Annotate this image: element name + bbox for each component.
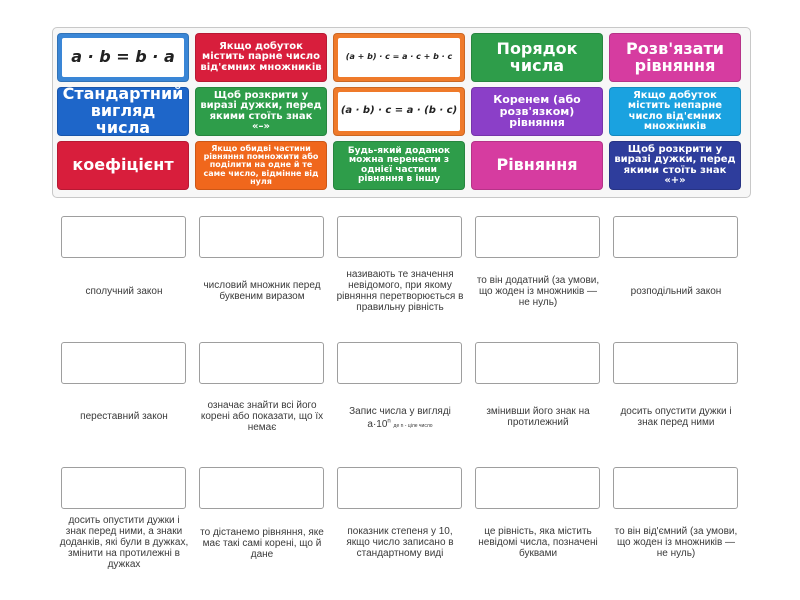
card-text: Щоб розкрити у виразі дужки, перед якими стоїть знак «–» bbox=[200, 89, 322, 132]
card-open-minus-brackets[interactable] bbox=[195, 87, 327, 136]
drop-slot[interactable] bbox=[613, 467, 738, 509]
card-associative-formula[interactable] bbox=[333, 87, 465, 136]
formula-exponent: n bbox=[387, 419, 391, 425]
target-description: розподільний закон bbox=[630, 286, 722, 297]
card-commutative-formula[interactable] bbox=[57, 33, 189, 82]
card-text: Будь-який доданок можна перенести з однієї частини рівняння в іншу bbox=[347, 145, 451, 184]
card-even-negatives[interactable] bbox=[195, 33, 327, 82]
target-description-standard-form bbox=[335, 406, 465, 432]
card-coefficient[interactable] bbox=[57, 141, 189, 190]
drop-slot[interactable] bbox=[337, 467, 462, 509]
target-description: то він додатний (за умови, що жоден із множників — не нуль) bbox=[476, 275, 600, 308]
card-text: Якщо добуток містить парне число від'ємних множників bbox=[200, 40, 322, 73]
card-equation[interactable] bbox=[471, 141, 603, 190]
target-description: називають те значення невідомого, при якому рівняння перетворюється в правильну рівність bbox=[336, 269, 464, 313]
target-description: переставний закон bbox=[80, 411, 168, 422]
card-text: Щоб розкрити у виразі дужки, перед якими стоїть знак «+» bbox=[614, 143, 736, 186]
drop-slot[interactable] bbox=[337, 216, 462, 258]
target-description: досить опустити дужки і знак перед ними, а знаки доданків, які були в дужках, змінити на протилежні в дужках bbox=[59, 515, 189, 570]
card-text: Порядок числа bbox=[496, 38, 578, 75]
target-description: змінивши його знак на протилежний bbox=[486, 406, 590, 428]
drop-slot[interactable] bbox=[613, 342, 738, 384]
card-text: Стандартний вигляд числа bbox=[62, 84, 184, 137]
target-description: означає знайти всі його корені або показати, що їх немає bbox=[200, 400, 324, 433]
drop-slot[interactable] bbox=[475, 342, 600, 384]
card-multiply-both-sides[interactable] bbox=[195, 141, 327, 190]
target-description: сполучний закон bbox=[85, 286, 163, 297]
card-text: Якщо обидві частини рівняння помножити або поділити на одне й те саме число, відмінне від нуля bbox=[203, 143, 319, 187]
drop-slot[interactable] bbox=[61, 467, 186, 509]
target-description: то дістанемо рівняння, яке має такі самі корені, що й дане bbox=[200, 527, 324, 560]
card-text: Рівняння bbox=[496, 155, 578, 175]
card-text: Розв'язати рівняння bbox=[626, 38, 724, 75]
drop-slot[interactable] bbox=[199, 342, 324, 384]
target-description: то він від'ємний (за умови, що жоден із множників — не нуль) bbox=[614, 526, 738, 559]
target-description: числовий множник перед буквеним виразом bbox=[203, 280, 321, 302]
target-description: досить опустити дужки і знак перед ними bbox=[620, 406, 732, 428]
formula-note: де n - ціле число bbox=[393, 423, 433, 430]
drop-slot[interactable] bbox=[475, 467, 600, 509]
card-open-plus-brackets[interactable] bbox=[609, 141, 741, 190]
drop-slot[interactable] bbox=[61, 216, 186, 258]
card-text: Коренем (або розв'язком) рівняння bbox=[493, 93, 581, 130]
card-text: (a + b) · c = a · c + b · c bbox=[345, 52, 453, 62]
card-text: коефіцієнт bbox=[72, 155, 174, 175]
drop-slot[interactable] bbox=[475, 216, 600, 258]
drop-slot[interactable] bbox=[199, 216, 324, 258]
card-odd-negatives[interactable] bbox=[609, 87, 741, 136]
formula bbox=[367, 419, 432, 430]
target-description: це рівність, яка містить невідомі числа, позначені буквами bbox=[478, 526, 598, 559]
target-description: показник степеня у 10, якщо число записано в стандартному виді bbox=[346, 526, 454, 559]
card-equation-root[interactable] bbox=[471, 87, 603, 136]
drop-slot[interactable] bbox=[199, 467, 324, 509]
drop-slot[interactable] bbox=[337, 342, 462, 384]
card-standard-form[interactable] bbox=[57, 84, 189, 137]
drop-slot[interactable] bbox=[613, 216, 738, 258]
formula-base: a·10 bbox=[367, 419, 388, 431]
card-move-addend[interactable] bbox=[333, 141, 465, 190]
card-text: Якщо добуток містить непарне число від'ємних множників bbox=[627, 89, 723, 132]
card-number-order[interactable] bbox=[471, 33, 603, 82]
card-solve-equation[interactable] bbox=[609, 33, 741, 82]
card-distributive-formula[interactable] bbox=[333, 33, 465, 82]
drop-slot[interactable] bbox=[61, 342, 186, 384]
card-text: (a · b) · c = a · (b · c) bbox=[340, 105, 458, 117]
target-text: Запис числа у вигляді bbox=[349, 406, 451, 417]
card-text: a · b = b · a bbox=[71, 47, 175, 67]
